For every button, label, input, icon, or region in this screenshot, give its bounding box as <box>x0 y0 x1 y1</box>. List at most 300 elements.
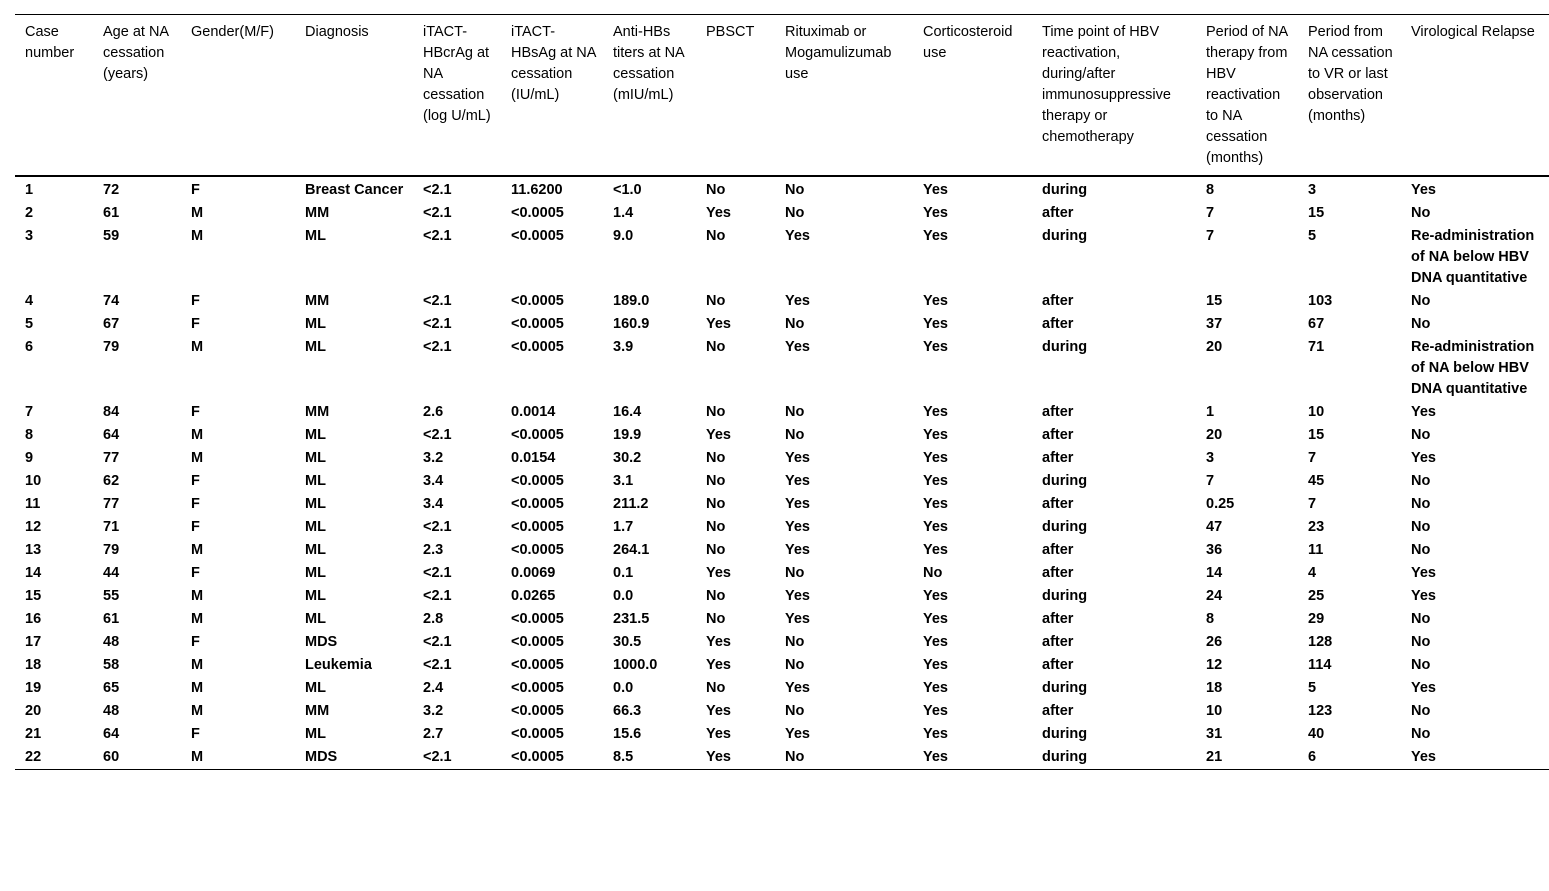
table-cell: <0.0005 <box>511 680 564 696</box>
table-cell: Yes <box>923 228 948 244</box>
table-cell: Yes <box>923 450 948 466</box>
table-cell: 8 <box>25 427 34 443</box>
table-cell: after <box>1042 205 1074 221</box>
table-cell: 55 <box>103 588 120 604</box>
table-cell: Yes <box>923 404 948 420</box>
header-row <box>15 15 1549 177</box>
table-cell: 11.6200 <box>511 182 563 198</box>
table-cell: No <box>785 657 805 673</box>
table-cell: 14 <box>25 565 42 581</box>
table-row <box>15 447 1549 470</box>
table-cell: F <box>191 316 200 332</box>
table-cell: 20 <box>1206 427 1223 443</box>
table-cell: after <box>1042 316 1074 332</box>
table-cell: No <box>1411 634 1431 650</box>
table-cell: No <box>706 496 726 512</box>
table-cell: Yes <box>785 542 810 558</box>
table-cell: ML <box>305 611 326 627</box>
table-cell: No <box>706 611 726 627</box>
table-cell: No <box>706 404 726 420</box>
column-header: PBSCT <box>706 24 755 40</box>
column-header: Virological Relapse <box>1411 24 1535 40</box>
table-cell: No <box>706 182 726 198</box>
table-cell: 4 <box>1308 565 1317 581</box>
table-cell: 66.3 <box>613 703 642 719</box>
table-cell: 2 <box>25 205 34 221</box>
table-cell: 6 <box>1308 749 1317 765</box>
table-cell: 2.8 <box>423 611 444 627</box>
table-cell: 1 <box>1206 404 1215 420</box>
table-cell: after <box>1042 293 1074 309</box>
table-cell: No <box>1411 316 1431 332</box>
table-cell: 1.4 <box>613 205 634 221</box>
table-cell: 71 <box>1308 339 1325 355</box>
table-cell: 13 <box>25 542 42 558</box>
table-cell: Yes <box>706 657 731 673</box>
table-cell: 15 <box>25 588 42 604</box>
table-cell: <2.1 <box>423 427 452 443</box>
table-cell: Yes <box>923 496 948 512</box>
table-cell: No <box>1411 542 1431 558</box>
table-cell: M <box>191 611 204 627</box>
table-cell: 71 <box>103 519 120 535</box>
table-cell: 11 <box>25 496 41 512</box>
table-cell: 0.0014 <box>511 404 556 420</box>
table-cell: 2.3 <box>423 542 444 558</box>
table-cell: 1.7 <box>613 519 634 535</box>
table-cell: 47 <box>1206 519 1223 535</box>
table-cell: during <box>1042 519 1088 535</box>
table-cell: 0.0265 <box>511 588 556 604</box>
table-row <box>15 290 1549 313</box>
table-cell: No <box>1411 473 1431 489</box>
table-cell: <2.1 <box>423 565 452 581</box>
table-cell: <2.1 <box>423 519 452 535</box>
table-cell: 19.9 <box>613 427 642 443</box>
table-cell: 25 <box>1308 588 1325 604</box>
table-cell: No <box>706 519 726 535</box>
table-cell: after <box>1042 703 1074 719</box>
table-cell: MDS <box>305 634 338 650</box>
table-cell: F <box>191 726 200 742</box>
table-cell: 72 <box>103 182 120 198</box>
table-cell: No <box>706 588 726 604</box>
table-cell: 18 <box>1206 680 1223 696</box>
column-header: Age at NA cessation (years) <box>103 24 169 82</box>
table-cell: 31 <box>1206 726 1223 742</box>
table-cell: 65 <box>103 680 120 696</box>
column-header: Period from NA cessation to VR or last observation (months) <box>1308 24 1393 124</box>
table-cell: Yes <box>923 293 948 309</box>
table-cell: 7 <box>1206 205 1215 221</box>
table-cell: M <box>191 205 204 221</box>
table-cell: after <box>1042 496 1074 512</box>
table-cell: No <box>1411 293 1431 309</box>
table-cell: Yes <box>785 519 810 535</box>
table-cell: after <box>1042 427 1074 443</box>
table-cell: 5 <box>1308 228 1317 244</box>
table-cell: 123 <box>1308 703 1333 719</box>
table-cell: after <box>1042 450 1074 466</box>
table-cell: No <box>785 634 805 650</box>
table-cell: during <box>1042 473 1088 489</box>
table-row <box>15 654 1549 677</box>
table-cell: Yes <box>923 427 948 443</box>
table-cell: Yes <box>706 749 731 765</box>
table-cell: No <box>785 703 805 719</box>
table-cell: 3 <box>25 228 34 244</box>
table-cell: Breast Cancer <box>305 182 404 198</box>
table-cell: 3.1 <box>613 473 634 489</box>
table-cell: M <box>191 588 204 604</box>
table-cell: No <box>1411 726 1431 742</box>
table-cell: <2.1 <box>423 205 452 221</box>
table-cell: 12 <box>25 519 42 535</box>
table-cell: Yes <box>923 316 948 332</box>
table-cell: F <box>191 565 200 581</box>
table-cell: 8.5 <box>613 749 634 765</box>
table-cell: Yes <box>706 427 731 443</box>
table-cell: Yes <box>785 726 810 742</box>
table-cell: Yes <box>923 703 948 719</box>
table-cell: MM <box>305 205 330 221</box>
table-cell: ML <box>305 726 326 742</box>
table-cell: 84 <box>103 404 120 420</box>
table-cell: 62 <box>103 473 120 489</box>
table-cell: Yes <box>923 749 948 765</box>
table-cell: 30.5 <box>613 634 642 650</box>
table-cell: ML <box>305 542 326 558</box>
table-cell: Yes <box>923 634 948 650</box>
table-cell: ML <box>305 588 326 604</box>
table-cell: 45 <box>1308 473 1325 489</box>
table-cell: 10 <box>1308 404 1325 420</box>
table-cell: F <box>191 519 200 535</box>
table-cell: F <box>191 496 200 512</box>
table-cell: 3.4 <box>423 473 444 489</box>
table-cell: Yes <box>706 565 731 581</box>
table-cell: 48 <box>103 703 120 719</box>
table-cell: 3.2 <box>423 703 444 719</box>
table-cell: 7 <box>1206 473 1215 489</box>
table-cell: Yes <box>785 228 810 244</box>
table-cell: Yes <box>923 680 948 696</box>
table-cell: 9.0 <box>613 228 634 244</box>
table-cell: 1 <box>25 182 34 198</box>
table-cell: No <box>785 565 805 581</box>
table-cell: M <box>191 450 204 466</box>
table-cell: ML <box>305 565 326 581</box>
table-cell: No <box>706 473 726 489</box>
table-cell: 40 <box>1308 726 1325 742</box>
table-cell: 15 <box>1308 205 1325 221</box>
table-cell: Yes <box>923 519 948 535</box>
table-cell: after <box>1042 565 1074 581</box>
table-cell: <0.0005 <box>511 749 564 765</box>
table-row <box>15 746 1549 770</box>
table-cell: 0.25 <box>1206 496 1235 512</box>
table-cell: <0.0005 <box>511 473 564 489</box>
table-cell: Yes <box>785 496 810 512</box>
table-cell: 77 <box>103 450 120 466</box>
table-cell: 16.4 <box>613 404 642 420</box>
table-cell: Yes <box>923 339 948 355</box>
table-cell: Yes <box>706 205 731 221</box>
table-cell: 5 <box>1308 680 1317 696</box>
table-cell: ML <box>305 519 326 535</box>
table-cell: after <box>1042 634 1074 650</box>
table-cell: Leukemia <box>305 657 372 673</box>
table-row <box>15 608 1549 631</box>
column-header: Diagnosis <box>305 24 369 40</box>
table-row <box>15 424 1549 447</box>
table-cell: 160.9 <box>613 316 650 332</box>
table-cell: No <box>1411 427 1431 443</box>
table-cell: <2.1 <box>423 293 452 309</box>
column-header: Case number <box>25 24 75 61</box>
column-header: Corticosteroid use <box>923 24 1013 61</box>
table-cell: No <box>706 680 726 696</box>
table-row <box>15 677 1549 700</box>
table-cell: Re-administration of NA below HBV DNA quantitative <box>1411 339 1535 397</box>
table-cell: 0.0154 <box>511 450 556 466</box>
table-cell: 37 <box>1206 316 1223 332</box>
table-row <box>15 516 1549 539</box>
table-cell: <0.0005 <box>511 611 564 627</box>
table-cell: MM <box>305 293 330 309</box>
table-body <box>15 176 1549 770</box>
table-cell: No <box>785 749 805 765</box>
table-cell: during <box>1042 182 1088 198</box>
table-cell: after <box>1042 404 1074 420</box>
table-cell: 0.0 <box>613 680 634 696</box>
table-cell: F <box>191 473 200 489</box>
table-row <box>15 225 1549 290</box>
table-cell: Re-administration of NA below HBV DNA quantitative <box>1411 228 1535 286</box>
table-cell: 11 <box>1308 542 1324 558</box>
table-cell: 20 <box>25 703 42 719</box>
table-cell: 14 <box>1206 565 1223 581</box>
table-cell: Yes <box>923 542 948 558</box>
table-row <box>15 202 1549 225</box>
column-header: Period of NA therapy from HBV reactivation to NA cessation (months) <box>1206 24 1288 166</box>
table-cell: 231.5 <box>613 611 650 627</box>
table-cell: ML <box>305 680 326 696</box>
table-cell: during <box>1042 749 1088 765</box>
table-cell: Yes <box>785 611 810 627</box>
table-cell: No <box>706 542 726 558</box>
table-cell: Yes <box>1411 588 1436 604</box>
table-cell: No <box>1411 519 1431 535</box>
table-cell: Yes <box>923 611 948 627</box>
table-cell: Yes <box>1411 182 1436 198</box>
table-cell: Yes <box>1411 404 1436 420</box>
table-cell: 7 <box>1308 450 1317 466</box>
table-cell: MM <box>305 703 330 719</box>
table-cell: 21 <box>25 726 42 742</box>
table-cell: <0.0005 <box>511 427 564 443</box>
table-cell: ML <box>305 339 326 355</box>
table-cell: Yes <box>1411 450 1436 466</box>
table-cell: 9 <box>25 450 34 466</box>
table-cell: ML <box>305 228 326 244</box>
table-cell: 22 <box>25 749 42 765</box>
table-cell: 103 <box>1308 293 1333 309</box>
table-cell: 30.2 <box>613 450 642 466</box>
table-cell: 8 <box>1206 611 1215 627</box>
table-cell: 264.1 <box>613 542 650 558</box>
table-cell: <0.0005 <box>511 316 564 332</box>
table-cell: 2.6 <box>423 404 444 420</box>
table-cell: 8 <box>1206 182 1215 198</box>
table-cell: ML <box>305 450 326 466</box>
table-cell: ML <box>305 427 326 443</box>
table-cell: 44 <box>103 565 120 581</box>
column-header: Anti-HBs titers at NA cessation (mIU/mL) <box>613 24 684 103</box>
table-cell: Yes <box>785 473 810 489</box>
table-cell: <0.0005 <box>511 205 564 221</box>
table-cell: 64 <box>103 726 120 742</box>
table-cell: Yes <box>923 588 948 604</box>
table-cell: Yes <box>706 726 731 742</box>
table-cell: No <box>706 339 726 355</box>
table-cell: 23 <box>1308 519 1325 535</box>
table-cell: 15 <box>1308 427 1325 443</box>
table-cell: Yes <box>785 680 810 696</box>
table-cell: 3 <box>1206 450 1215 466</box>
table-cell: <0.0005 <box>511 519 564 535</box>
table-cell: during <box>1042 339 1088 355</box>
table-row <box>15 176 1549 202</box>
table-cell: 79 <box>103 542 120 558</box>
table-cell: No <box>785 316 805 332</box>
table-cell: ML <box>305 473 326 489</box>
table-row <box>15 631 1549 654</box>
table-cell: <2.1 <box>423 228 452 244</box>
case-table <box>15 14 1549 770</box>
table-row <box>15 539 1549 562</box>
table-cell: 79 <box>103 339 120 355</box>
table-cell: 7 <box>1308 496 1317 512</box>
table-row <box>15 336 1549 401</box>
table-row <box>15 401 1549 424</box>
table-cell: <2.1 <box>423 634 452 650</box>
table-cell: No <box>706 228 726 244</box>
table-cell: MDS <box>305 749 338 765</box>
table-cell: 59 <box>103 228 120 244</box>
table-cell: during <box>1042 680 1088 696</box>
table-cell: No <box>785 404 805 420</box>
table-cell: <2.1 <box>423 588 452 604</box>
table-cell: 15.6 <box>613 726 642 742</box>
table-cell: Yes <box>1411 680 1436 696</box>
table-cell: 2.4 <box>423 680 444 696</box>
table-cell: No <box>706 450 726 466</box>
column-header: Rituximab or Mogamulizumab use <box>785 24 892 82</box>
table-cell: <0.0005 <box>511 726 564 742</box>
column-header: Time point of HBV reactivation, during/after immunosuppressive therapy or chemotherapy <box>1042 24 1171 145</box>
table-cell: F <box>191 404 200 420</box>
table-cell: Yes <box>923 657 948 673</box>
table-cell: 48 <box>103 634 120 650</box>
table-cell: 67 <box>1308 316 1325 332</box>
table-cell: 19 <box>25 680 42 696</box>
table-cell: during <box>1042 228 1088 244</box>
table-cell: <2.1 <box>423 182 452 198</box>
table-cell: 61 <box>103 205 120 221</box>
table-cell: No <box>1411 657 1431 673</box>
table-cell: M <box>191 749 204 765</box>
table-cell: F <box>191 182 200 198</box>
table-cell: 18 <box>25 657 42 673</box>
table-cell: No <box>1411 611 1431 627</box>
table-cell: ML <box>305 496 326 512</box>
table-cell: 128 <box>1308 634 1333 650</box>
table-cell: 7 <box>1206 228 1215 244</box>
table-cell: 67 <box>103 316 120 332</box>
table-cell: 17 <box>25 634 42 650</box>
table-cell: 15 <box>1206 293 1223 309</box>
table-cell: <0.0005 <box>511 657 564 673</box>
table-cell: Yes <box>785 339 810 355</box>
table-row <box>15 493 1549 516</box>
table-cell: 3.2 <box>423 450 444 466</box>
column-header: iTACT-HBsAg at NA cessation (IU/mL) <box>511 24 596 103</box>
table-cell: 10 <box>1206 703 1223 719</box>
table-cell: F <box>191 634 200 650</box>
table-cell: 58 <box>103 657 120 673</box>
table-cell: 3.4 <box>423 496 444 512</box>
table-cell: Yes <box>706 703 731 719</box>
table-cell: during <box>1042 726 1088 742</box>
table-cell: M <box>191 542 204 558</box>
table-cell: 4 <box>25 293 34 309</box>
table-cell: Yes <box>706 316 731 332</box>
table-row <box>15 562 1549 585</box>
column-header: Gender(M/F) <box>191 24 274 40</box>
table-cell: 3.9 <box>613 339 634 355</box>
table-cell: <0.0005 <box>511 634 564 650</box>
table-cell: <1.0 <box>613 182 642 198</box>
table-row <box>15 470 1549 493</box>
table-row <box>15 723 1549 746</box>
table-cell: Yes <box>923 473 948 489</box>
table-cell: No <box>1411 703 1431 719</box>
table-cell: after <box>1042 657 1074 673</box>
table-cell: <2.1 <box>423 657 452 673</box>
table-cell: <0.0005 <box>511 339 564 355</box>
table-cell: 16 <box>25 611 42 627</box>
table-cell: MM <box>305 404 330 420</box>
table-row <box>15 313 1549 336</box>
table-cell: M <box>191 657 204 673</box>
table-cell: Yes <box>923 205 948 221</box>
table-cell: 21 <box>1206 749 1223 765</box>
table-cell: 10 <box>25 473 42 489</box>
table-cell: M <box>191 339 204 355</box>
table-cell: <0.0005 <box>511 293 564 309</box>
table-cell: 0.0 <box>613 588 634 604</box>
table-row <box>15 585 1549 608</box>
table-cell: 29 <box>1308 611 1325 627</box>
table-cell: 0.1 <box>613 565 634 581</box>
table-cell: M <box>191 427 204 443</box>
table-cell: Yes <box>785 450 810 466</box>
table-cell: 60 <box>103 749 120 765</box>
table-cell: 6 <box>25 339 34 355</box>
table-cell: No <box>1411 496 1431 512</box>
table-cell: F <box>191 293 200 309</box>
